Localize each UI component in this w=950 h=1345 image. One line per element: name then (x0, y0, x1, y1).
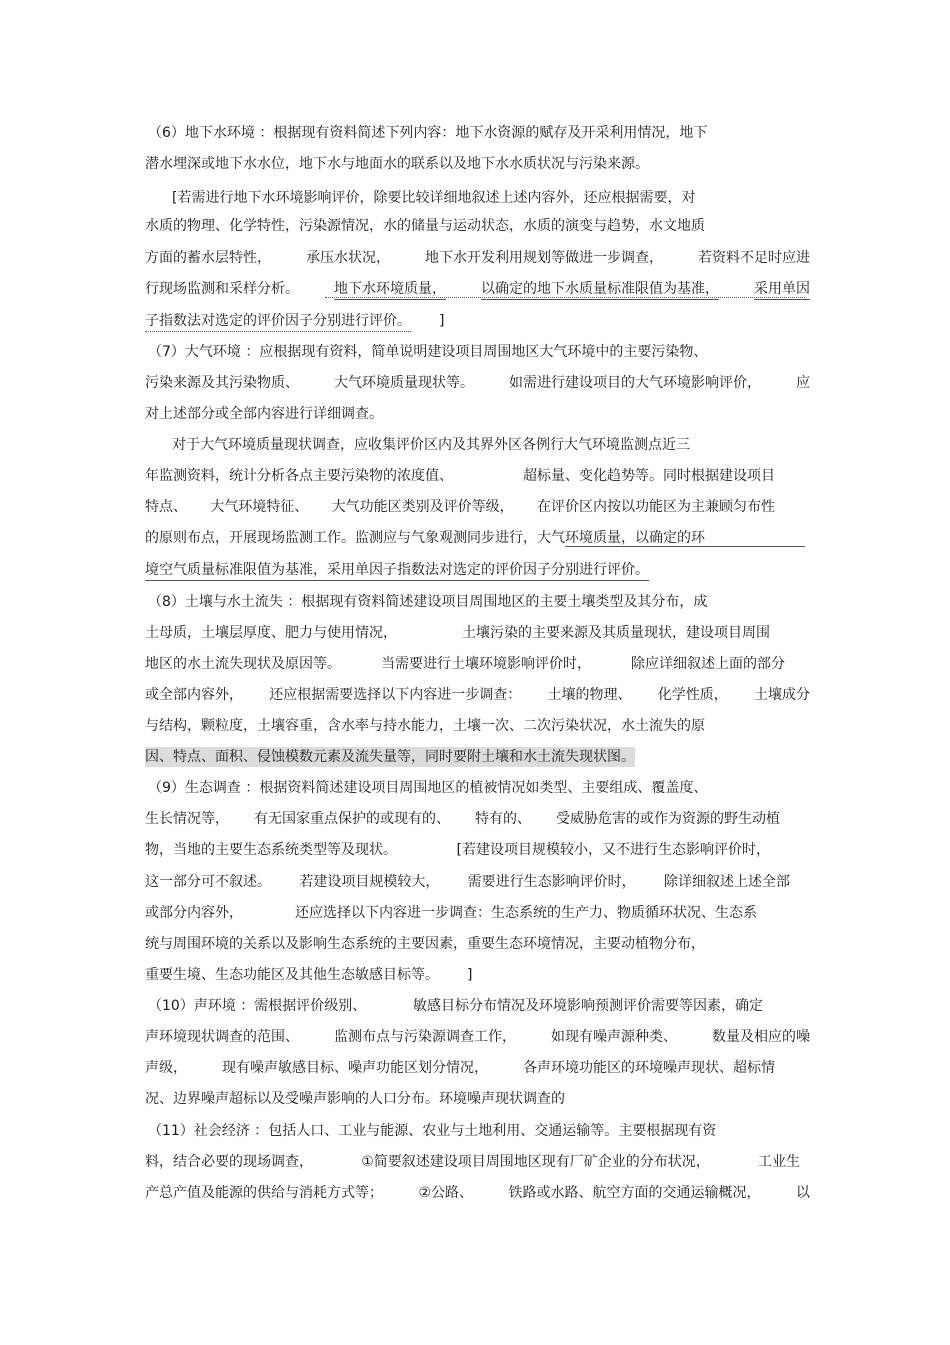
text: ] (467, 967, 473, 983)
text: 污染来源及其污染物质、 (145, 375, 299, 391)
text: 地区的水土流失现状及原因等。 (145, 656, 341, 672)
text: 在评价区内按以功能区为主兼顾匀布性 (536, 499, 775, 515)
text: 生长情况等， (145, 811, 229, 827)
line-24 (145, 840, 770, 860)
text: 特点、 (145, 499, 187, 515)
text: 大气环境特征、 (210, 499, 309, 515)
text: 的原则布点，开展现场监测工作。监测应与气象观测同步进行，大气环境质量，以确定的环 (145, 530, 705, 546)
line-23 (145, 809, 780, 829)
text: 数量及相应的噪 (712, 1029, 810, 1045)
line-2 (145, 154, 705, 174)
text: 工业生 (758, 1154, 800, 1170)
line-31 (145, 1058, 775, 1078)
line-22 (148, 778, 813, 798)
line-20 (145, 716, 810, 736)
line-7 (145, 311, 810, 332)
line-18 (145, 654, 785, 674)
text: [若建设项目规模较小，又不进行生态影响评价时， (456, 842, 770, 858)
text: （6）地下水环境 ：根据现有资料简述下列内容：地下水资源的赋存及开采利用情况，地下 (148, 125, 708, 141)
text: ] (439, 313, 445, 329)
text: 除详细叙述上述全部 (663, 874, 790, 890)
text: （8）土壤与水土流失 ：根据现有资料简述建设项目周围地区的主要土壤类型及其分布，成 (148, 594, 708, 610)
text: 如需进行建设项目的大气环境影响评价， (509, 375, 761, 391)
text: 地下水环境质量， (334, 279, 446, 300)
text: [若需进行地下水环境影响评价，除要比较详细地叙述上述内容外，还应根据需要，对 (172, 190, 696, 206)
text: 况、边界噪声超标以及受噪声影响的人口分布。环境噪声现状调查的 (145, 1091, 565, 1107)
line-29 (148, 996, 763, 1016)
line-13 (145, 497, 775, 517)
text: ①简要叙述建设项目周围地区现有厂矿企业的分布状况， (361, 1154, 710, 1170)
text: 土壤污染的主要来源及其质量现状，建设项目周围 (462, 625, 770, 641)
line-35 (145, 1183, 810, 1203)
text: 行现场监测和采样分析。 (145, 281, 299, 297)
text: ②公路、 (418, 1185, 474, 1201)
text: 方面的蓄水层特性， (145, 250, 271, 266)
text: 当需要进行土壤环境影响评价时， (381, 656, 591, 672)
text: 以确定的地下水质量标准限值为基准， (481, 279, 719, 300)
text: 潜水埋深或地下水水位，地下水与地面水的联系以及地下水水质状况与污染来源。 (145, 156, 649, 172)
text: 超标量、变化趋势等。同时根据建设项目 (523, 468, 775, 484)
text: 年监测资料，统计分析各点主要污染物的浓度值、 (145, 468, 453, 484)
text: 以 (795, 1185, 810, 1201)
line-30 (145, 1027, 810, 1047)
text: （10）声环境 ：需根据评价级别、 (148, 998, 367, 1014)
text: 地下水开发利用规划等做进一步调查， (425, 250, 663, 266)
line-4 (145, 216, 745, 236)
text: 境空气质量标准限值为基准，采用单因子指数法对选定的评价因子分别进行评价。 (145, 560, 649, 581)
underline (325, 297, 805, 298)
text: 水质的物理、化学特性，污染源情况，水的储量与运动状态，水质的演变与趋势，水文地质 (145, 218, 705, 234)
text: 各声环境功能区的环境噪声现状、超标情 (523, 1060, 775, 1076)
text: 大气功能区类别及评价等级， (331, 499, 514, 515)
line-5 (145, 248, 810, 268)
text: 若资料不足时应进 (698, 250, 810, 266)
line-28 (145, 965, 810, 985)
text: 土壤成分 (754, 687, 810, 703)
text: 对于大气环境质量现状调查，应收集评价区内及其界外区各例行大气环境监测点近三 (172, 437, 690, 453)
line-12 (145, 466, 775, 486)
text: 声环境现状调查的范围、 (145, 1029, 299, 1045)
text: （11）社会经济 ：包括人口、工业与能源、农业与土地利用、交通运输等。主要根据现有资 (148, 1123, 717, 1139)
text: 需要进行生态影响评价时， (467, 874, 636, 890)
text: 现有噪声敏感目标、噪声功能区划分情况， (222, 1060, 488, 1076)
line-21 (145, 747, 810, 767)
line-34 (145, 1152, 800, 1172)
line-27 (145, 934, 810, 954)
text: 若建设项目规模较大， (299, 874, 440, 890)
line-17 (145, 623, 770, 643)
text: 统与周围环境的关系以及影响生态系统的主要因素，重要生态环境情况，主要动植物分布， (145, 936, 705, 952)
text: 大气环境质量现状等。 (334, 375, 474, 391)
line-26 (145, 903, 757, 923)
line-32 (145, 1089, 810, 1109)
text: 特有的、 (475, 811, 531, 827)
line-8 (148, 342, 813, 362)
text: 还应选择以下内容进一步调查：生态系统的生产力、物质循环状况、生态系 (295, 905, 757, 921)
text: 受威胁危害的或作为资源的野生动植 (556, 811, 780, 827)
text: 与结构，颗粒度，土壤容重，含水率与持水能力，土壤一次、二次污染状况，水土流失的原 (145, 718, 705, 734)
text: 重要生境、生态功能区及其他生态敏感目标等。 (145, 967, 439, 983)
text: 应 (796, 375, 810, 391)
text: 或部分内容外， (145, 905, 243, 921)
text: 敏感目标分布情况及环境影响预测评价需要等因素，确定 (413, 998, 763, 1014)
text: 还应根据需要选择以下内容进一步调查： (269, 687, 522, 703)
line-16 (148, 592, 813, 612)
text: 子指数法对选定的评价因子分别进行评价。 (145, 311, 411, 332)
text: 料，结合必要的现场调查， (145, 1154, 313, 1170)
line-1 (148, 123, 758, 143)
text: 化学性质， (657, 687, 728, 703)
text: 除应详细叙述上面的部分 (631, 656, 785, 672)
text: 或全部内容外， (145, 687, 243, 703)
underline (565, 546, 805, 547)
text: （7）大气环境 ：应根据现有资料，简单说明建设项目周围地区大气环境中的主要污染物、 (148, 344, 708, 360)
text: 承压水状况， (306, 250, 390, 266)
text: 物，当地的主要生态系统类型等及现状。 (145, 842, 397, 858)
text: 如现有噪声源种类、 (551, 1029, 677, 1045)
text: 对上述部分或全部内容进行详细调查。 (145, 406, 383, 422)
text: 因、特点、面积、侵蚀模数元素及流失量等，同时要附土壤和水土流失现状图。 (145, 749, 635, 765)
text: （9）生态调查 ：根据资料简述建设项目周围地区的植被情况如类型、主要组成、覆盖度、 (148, 780, 708, 796)
line-14 (145, 528, 810, 548)
line-33 (148, 1121, 813, 1141)
line-9 (145, 373, 810, 393)
text: 铁路或水路、航空方面的交通运输概况， (508, 1185, 761, 1201)
text: 采用单因 (754, 279, 810, 300)
line-15 (145, 560, 810, 581)
text: 声级， (145, 1060, 187, 1076)
line-19 (145, 685, 810, 705)
line-10 (145, 404, 810, 424)
text: 土壤的物理、 (547, 687, 632, 703)
text: 土母质，土壤层厚度、肥力与使用情况， (145, 625, 397, 641)
text: 产总产值及能源的供给与消耗方式等； (145, 1185, 383, 1201)
line-11 (172, 435, 810, 455)
text: 有无国家重点保护的或现有的、 (254, 811, 450, 827)
line-3 (172, 188, 732, 208)
text: 这一部分可不叙述。 (145, 874, 271, 890)
line-25 (145, 872, 790, 892)
text: 监测布点与污染源调查工作， (334, 1029, 516, 1045)
